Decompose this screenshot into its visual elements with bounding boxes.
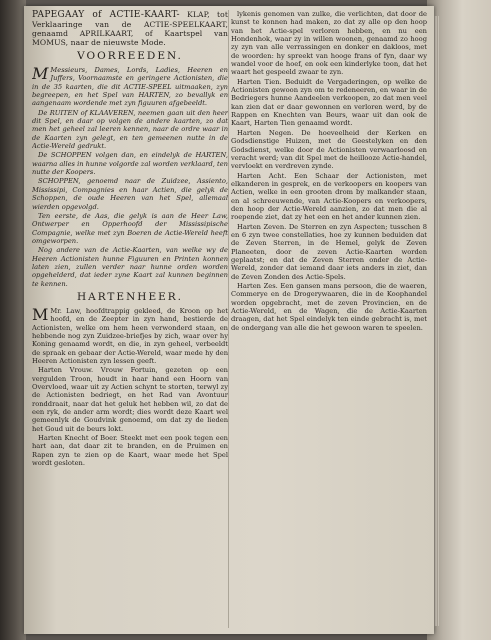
body-paragraph-2: Harten Vrouw. Vrouw Fortuin, gezeten op een vergulden Troon, houdt in haar hand een Hoorn van Overvloed, waar uit zy Actien schynt te storten, terwyl zy de Actionisten bedriegt, en het Rad van Avontuur ronddraait, naar dat het geluk het hebben wil, zo dat de een ryk, de ander arm wordt; dies wordt deze Kaart wel gemeenlyk de Goudvink genoemd, om dat zy de lieden het Goud uit de beurs lokt. (32, 366, 228, 433)
title-rest: KLAP, tot Verklaaringe van de ACTIE-SPEELKAART, genaamd APRILKAART, of Kaartspel van MOMUS, naar de nieuwste Mode. (32, 10, 228, 47)
intro-paragraph-1: M Messieurs, Dames, Lords, Ladies, Heeren en Juffers, Voornaamste en geringere Actionisten, die in de 35 kaarten, die dit ACTIE-SPEEL uitmaaken, zyn begreepen, en het Spel van HARTEN, zo bevallyk en aangenaam wordende met zyn figuuren afgebeeldt. (32, 64, 228, 108)
right-paragraph-5: Harten Zeven. De Sterren en zyn Aspecten; tusschen 8 en 6 zyn twee constellaties, hoe zy kunnen beduiden dat de Zeven Sterren, in de Hemel, gelyk de Zeven Planeeten, door de zeven Actie-Kaarten worden geplaatst; en dat de Zeven Sterren onder de Actie-Wereld, zonder dat iemand daar iets anders in ziet, dan de Zeven Zonden des Actie-Spels. (231, 222, 427, 281)
right-column (231, 10, 427, 630)
body-paragraph-3: Harten Knecht of Boer. Steekt met een pook tegen een hart aan, dat daar zit te branden, en de Pruimen en Rapen zyn te zien op de Kaart, waar mede het Spel wordt gesloten. (32, 434, 228, 468)
intro-paragraph-2: De RUITEN of KLAAVEREN, neemen gaan uit den heer dit Spel, en daar op volgen de andere kaarten, zo dat men het geheel zal leeren kennen, naar de ordre waar in de Kaarten zyn gelegt, en ten gemeenen nutte in de Actie-Wereld gedrukt. (32, 108, 228, 151)
right-paragraph-6: Harten Zes. Een gansen mans persoon, die de waeren, Commerye en de Drogerywaaren, die in de Koophandel worden opgebracht, met de zeven Provincien, en de Actie-Wereld, en de Wagen, die de Actie-Kaarten draagen, dat het Spel eindelyk ten einde gebracht is, met de ondergang van alle die het gewoon waren te speelen. (231, 282, 427, 332)
book-page (24, 6, 434, 634)
right-paragraph-2: Harten Tien. Beduidt de Vergaderingen, op welke de Actionisten gewoon zyn om te redeneeren, en waar in de Bedriegers hunne Aandeelen verkoopen, zo dat men veel kan zien dat er daar gewonnen en verloren werd, by de Rappen en Knechten van Beurs, waar uit dan ook de Kaart, Harten Tien genaamd wordt. (231, 77, 427, 128)
binding-shadow (0, 0, 26, 640)
right-paragraph-1: lykenis genomen van zulke, die verlichten, dat door de kunst te konnen had maken, zo dat zy alle op den hoop van het Actie-spel verloren hebben, en nu een Hondenhok, waar zy in willen woonen, genaamd zo hoog zy zyn van alle verrassingen en donker en dakloos, met de woorden: hy spreekt van hooge frans of fyn, daar wy wandel voor de hoef, en ook een kinderlyke toon, dat het waart het gespeeld zwaar te zyn. (231, 10, 427, 77)
intro-paragraph-3: De SCHOPPEN volgen dan, en eindelyk de HARTEN, waarna alles in hunne volgorde zal worden verklaard, ten nutte der Koopers. (32, 151, 228, 177)
right-paragraph-3: Harten Negen. De hoeveelheid der Kerken en Godsdienstige Huizen, met de Geestelyken en den Godsdienst, welke door de Actionisten verwaarloosd en veracht werd; van dit Spel met de heillooze Actie-handel, vervloekt en verdreven zynde. (231, 128, 427, 171)
column-divider (228, 10, 229, 628)
right-paragraph-4: Harten Acht. Een Schaar der Actionisten, met elkanderen in gesprek, en de verkoopers en koopers van Actien, welke in een grooten drom by malkander staan, en al schreeuwende, van Actie-Koopers en verkoopers, den hoop der Actie-Wereld aanzien, zo dat men die al roepende ziet, dat zy het een en het ander kunnen zien. (231, 171, 427, 222)
body-paragraph-1: M Mr. Law, hoofdtrappig gekleed, de Kroon op het hoofd, en de Zeepter in zyn hand, bestierde de Actionisten, welke om hem heen verwonderd staan, en hebbende nog zyn Zuidzee-briefjes by zich, waar over hy Koning genaamd wordt, en die, in zyn geheel, verbeeldt de spraak en gebaar der Actie-Wereld, waar mede hy den Heeren Actionisten zyn lessen geeft. (32, 304, 228, 365)
drop-cap: M (32, 64, 49, 83)
intro-paragraph-6: Nog andere van de Actie-Kaarten, van welke wy de Heeren Actionisten hunne Figuuren en Printen konnen laten zien, zullen verder naar hunne orden worden opgehelderd, dat ieder zyne Kaart zal kunnen beginnen te kennen. (32, 246, 228, 288)
title-caps: PAPEGAAY of ACTIE-KAART- (32, 10, 180, 20)
intro-paragraph-4: SCHOPPEN, genoemd naar de Zuidzee, Assiento, Mississipi, Compagnies en haar Actien, die gelyk de Schoppen, de oude Heeren van het Spel, allemaal wierden opgevolgd. (32, 177, 228, 211)
heading-hartenheer: HARTENHEER. (76, 290, 184, 303)
intro-paragraph-5: Ten eerste, de Aas, die gelyk is aan de Heer Law, Ontwerper en Opperhoofd der Mississipische Compagnie, welke met zyn Boeren de Actie-Wereld heeft omgeworpen. (32, 211, 228, 245)
document-title (32, 10, 228, 47)
drop-cap-2: M (32, 304, 49, 324)
heading-voorreeden: VOORREEDEN. (77, 50, 183, 62)
left-column (32, 10, 228, 630)
